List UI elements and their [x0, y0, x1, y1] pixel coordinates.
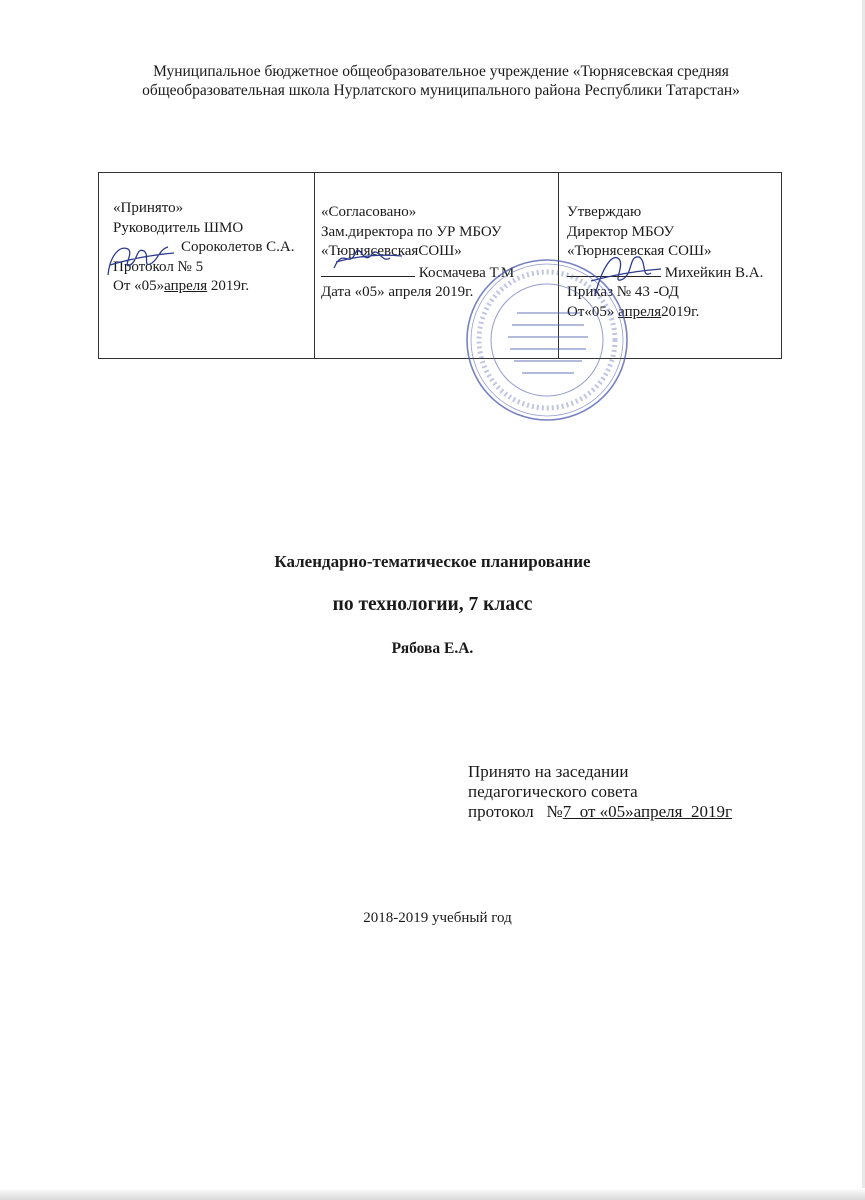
- council-note: [468, 762, 732, 822]
- council-line-2: педагогического совета: [468, 782, 638, 801]
- header-line-2: общеобразовательная школа Нурлатского муниципального района Республики Татарстан»: [142, 82, 740, 99]
- approval-table: [98, 172, 782, 359]
- document-author: Рябова Е.А.: [391, 640, 474, 657]
- page-bottom-edge: [0, 1188, 865, 1200]
- approved-date-year: 2019г.: [661, 303, 700, 320]
- approved-school: «Тюрнясевская СОШ»: [567, 243, 712, 259]
- accepted-date-prefix: От «05»: [113, 278, 165, 294]
- school-header: [96, 62, 786, 100]
- approved-label: Утверждаю: [567, 204, 642, 220]
- accepted-date-month: апреля: [164, 278, 208, 294]
- academic-year: 2018-2019 учебный год: [363, 910, 512, 926]
- council-protocol-label: протокол №: [468, 802, 563, 821]
- agreed-signature-blank: [321, 262, 415, 277]
- approved-person: Михейкин В.А.: [664, 264, 764, 281]
- council-line-1: Принято на заседании: [468, 762, 629, 781]
- document-subject: по технологии, 7 класс: [332, 594, 533, 615]
- school-stamp-icon: [462, 255, 632, 425]
- accepted-role: Руководитель ШМО: [113, 219, 244, 236]
- document-title: Календарно-тематическое планирование: [274, 552, 591, 571]
- agreed-label: «Согласовано»: [321, 204, 417, 220]
- council-line-3: [468, 802, 732, 822]
- agreed-school: «ТюрнясевскаяСОШ»: [321, 243, 462, 259]
- approved-date-prefix: От«05»: [567, 303, 619, 320]
- accepted-label: «Принято»: [113, 200, 184, 216]
- agreed-person: Космачева Т.М: [418, 264, 515, 281]
- approved-order: Приказ № 43 -ОД: [567, 284, 679, 300]
- accepted-protocol: Протокол № 5: [113, 258, 204, 275]
- agreed-role: Зам.директора по УР МБОУ: [321, 223, 502, 240]
- header-line-1: Муниципальное бюджетное общеобразовательное учреждение «Тюрнясевская средняя: [153, 63, 729, 80]
- accepted-person: Сороколетов С.А.: [181, 239, 295, 255]
- agreed-date: Дата «05» апреля 2019г.: [321, 284, 474, 300]
- approved-role: Директор МБОУ: [567, 223, 675, 240]
- approved-date-month: апреля: [618, 303, 662, 320]
- accepted-date: [113, 277, 295, 297]
- council-protocol-value: 7 от «05»апреля 2019г: [562, 802, 732, 821]
- accepted-date-year: 2019г.: [207, 278, 250, 294]
- accepted-cell: [99, 173, 315, 359]
